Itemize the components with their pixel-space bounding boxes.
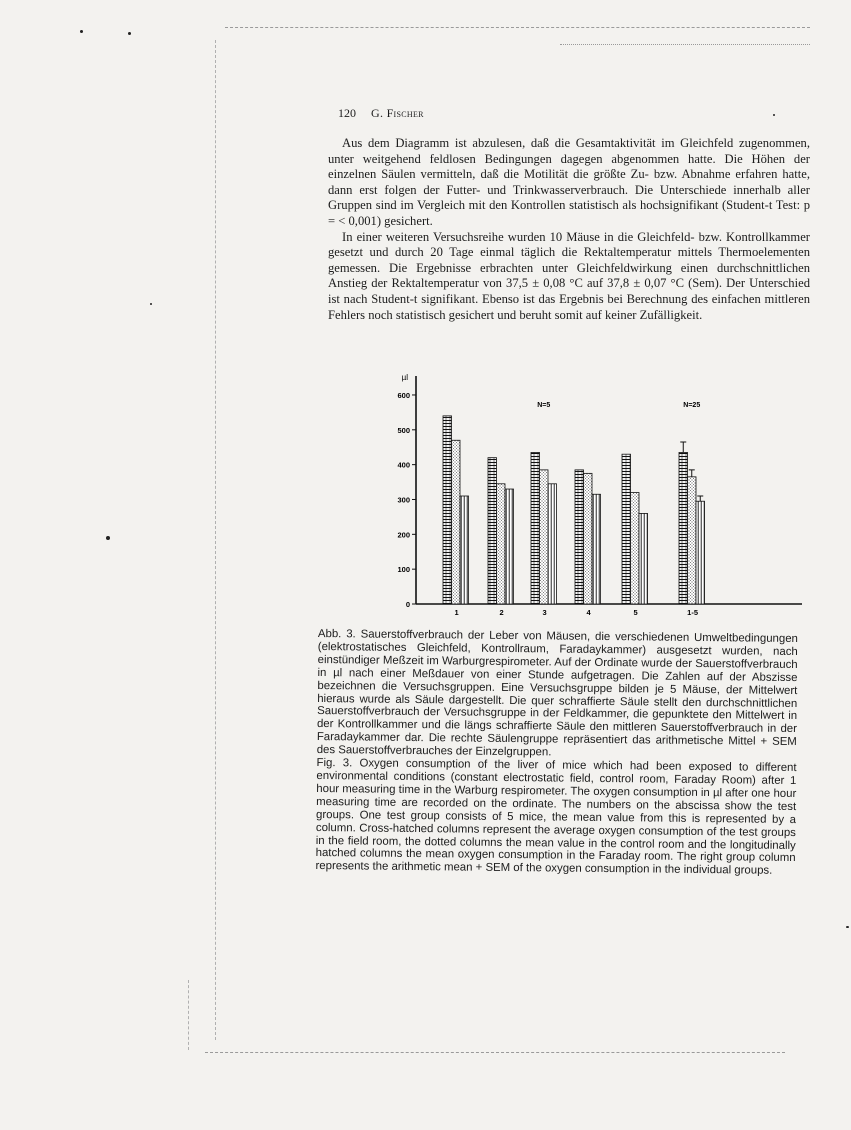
scan-border-top-2 (560, 44, 810, 45)
y-tick-label: 400 (397, 460, 410, 470)
bar (452, 440, 461, 604)
bar (688, 477, 697, 604)
bar (540, 470, 549, 604)
x-tick-label: 1 (454, 608, 459, 617)
caption-english-text: Oxygen consumption of the liver of mice which had been exposed to different environmental conditions (constant electrostatic field, control room, Faraday Room) after 1 hour measuring time in the Warburg respirometer. The oxygen consumption in µl after one hour measuring time are recorded on the ordinate. The numbers on the abscissa show the test groups. One test group consists of 5 mice, the mean value from this is represented by a column. Cross-hatched columns represent the average oxygen consumption of the test groups in the field room, the dotted columns the mean value in the control room and the longitudinally hatched columns the mean oxygen consumption in the Faraday room. The right group column represents the arithmetic mean + SEM of the oxygen consumption in the individual groups. (315, 757, 797, 878)
caption-german (317, 628, 798, 762)
bar (460, 496, 469, 604)
y-tick-label: 0 (405, 600, 410, 609)
bar (622, 454, 631, 604)
bar (631, 493, 640, 604)
book-page (315, 100, 810, 920)
bar (548, 484, 557, 604)
bar-chart (376, 368, 808, 623)
bar (592, 494, 601, 604)
bar (584, 473, 593, 604)
caption-english-label: Fig. 3. (316, 757, 353, 770)
x-tick-label: 1-5 (687, 608, 699, 617)
x-tick-label: 4 (586, 608, 591, 617)
paragraph-2: In einer weiteren Versuchsreihe wurden 10 Mäuse in die Gleichfeld- bzw. Kontrollkammer gesetzt und durch 20 Tage einmal täglich die Rektaltemperatur mittels Thermoelementen gemessen. Die Ergebnisse erbrachten unter Gleichfeldwirkung einen durchschnittlichen Anstieg der Rektaltemperatur von 37,5 ± 0,08 °C auf 37,8 ± 0,07 °C (Sem). Der Unterschied ist nach Student-t signifikant. Ebenso ist das Ergebnis bei Berechnung des einfachen mittleren Fehlers noch statistisch gesichert und beruht somit auf keiner Zufälligkeit. (328, 229, 810, 322)
scan-border-bottom (205, 1052, 785, 1053)
bar (575, 470, 584, 604)
y-tick-label: 300 (397, 495, 410, 505)
scan-border-left-2 (188, 980, 189, 1050)
y-tick-label: 500 (397, 425, 410, 435)
body-text (328, 136, 810, 323)
figure-3-chart (376, 368, 808, 623)
bar (443, 416, 452, 604)
y-tick-label: 100 (397, 565, 410, 575)
scan-border-top (225, 27, 810, 28)
page-number: 120 (338, 106, 356, 120)
annotation-label: N=5 (537, 402, 551, 410)
bar (497, 484, 506, 604)
running-header (338, 106, 424, 121)
caption-german-text: Sauerstoffverbrauch der Leber von Mäusen, die verschiedenen Umweltbedingungen (elektrostatisches Gleichfeld, Kontrollraum, Faradaykammer) ausgesetzt wurden, nach einstündiger Meßzeit im Warburgrespirometer. Auf der Ordinate wurde der Sauerstoffverbrauch in µl nach einer Meßdauer von einer Stunde aufgetragen. Die Zahlen auf der Abszisse bezeichnen die Versuchsgruppen. Eine Versuchsgruppe bilden je 5 Mäuse, der Mittelwert hieraus wurde als Säule dargestellt. Die quer schraffierte Säule stellt den durchschnittlichen Sauerstoffverbrauch der Versuchsgruppe in der Feldkammer, die gepunktete den Mittelwert in der Kontrollkammer und die längs schraffierte Säule den mittleren Sauerstoffverbrauch in der Faradaykammer dar. Die rechte Säulengruppe repräsentiert das arithmetische Mittel + SEM des Sauerstoffverbrauches der Einzelgruppen. (316, 628, 798, 759)
caption-german-label: Abb. 3. (317, 628, 356, 641)
y-tick-label: 200 (397, 530, 410, 540)
figure-caption (315, 628, 798, 878)
y-tick-label: 600 (397, 390, 410, 400)
bar (531, 452, 540, 604)
scan-speck (128, 32, 131, 35)
scan-speck (846, 926, 849, 928)
paragraph-1: Aus dem Diagramm ist abzulesen, daß die Gesamtaktivität im Gleichfeld zugenommen, unter weitgehend feldlosen Bedingungen dagegen abgenommen hatte. Die Höhen der einzelnen Säulen vermitteln, daß die Motilität die größte Zu- bzw. Abnahme erfahren hatte, dann erst folgen der Futter- und Trinkwasserverbrauch. Die Unterschiede innerhalb aller Gruppen sind im Vergleich mit den Kontrollen statistisch als hochsignifikant (Student-t Test: p = < 0,001) gesichert. (328, 136, 810, 228)
scan-speck (106, 536, 110, 540)
bar (639, 513, 648, 604)
running-author: G. Fischer (371, 106, 424, 120)
bar (679, 452, 688, 604)
x-tick-label: 3 (542, 608, 547, 617)
bar (488, 458, 497, 604)
y-axis-label: µl (401, 373, 408, 382)
scan-border-left (215, 40, 216, 1040)
scan-speck (150, 303, 152, 305)
bar (505, 489, 514, 604)
annotation-label: N=25 (683, 402, 701, 410)
x-tick-label: 2 (499, 608, 504, 617)
bar (696, 501, 705, 604)
x-tick-label: 5 (633, 608, 638, 617)
caption-english (315, 757, 796, 878)
scan-speck (80, 30, 83, 33)
